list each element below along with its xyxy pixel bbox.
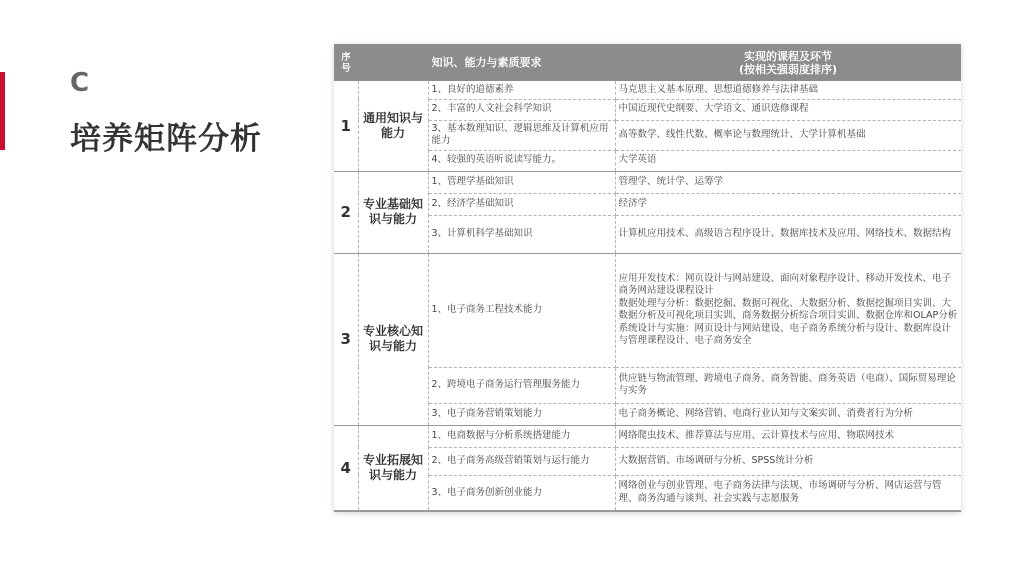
group-number: 1: [334, 81, 358, 171]
requirement-cell: 1、良好的道德素养: [428, 81, 615, 99]
course-cell: 计算机应用技术、高级语言程序设计、数据库技术及应用、网络技术、数据结构: [615, 215, 961, 253]
requirement-cell: 3、电子商务营销策划能力: [428, 403, 615, 425]
group-category: 专业核心知识与能力: [358, 253, 428, 425]
course-cell: 大学英语: [615, 150, 961, 171]
group-category: 专业拓展知识与能力: [358, 425, 428, 511]
table-row: [334, 403, 961, 425]
table-header-row: [334, 44, 961, 81]
requirement-cell: 1、管理学基础知识: [428, 171, 615, 193]
requirement-cell: 2、经济学基础知识: [428, 193, 615, 215]
requirement-cell: 3、电子商务创新创业能力: [428, 475, 615, 511]
requirement-cell: 2、丰富的人文社会科学知识: [428, 99, 615, 120]
requirement-cell: 2、跨境电子商务运行管理服务能力: [428, 367, 615, 403]
table-row: [334, 193, 961, 215]
table-row: [334, 99, 961, 120]
course-cell: 电子商务概论、网络营销、电商行业认知与文案实训、消费者行为分析: [615, 403, 961, 425]
table-body: [334, 81, 961, 511]
section-letter: C: [70, 68, 90, 98]
table-row: [334, 367, 961, 403]
training-matrix-table: [334, 44, 961, 512]
course-cell: 管理学、统计学、运筹学: [615, 171, 961, 193]
course-cell: 中国近现代史纲要、大学语文、通识选修课程: [615, 99, 961, 120]
group-number: 4: [334, 425, 358, 511]
header-requirement: 知识、能力与素质要求: [358, 44, 615, 81]
course-cell: 应用开发技术：网页设计与网站建设、面向对象程序设计、移动开发技术、电子商务网站建设课程设计 数据处理与分析：数据挖掘、数据可视化、大数据分析、数据挖掘项目实训、大数据分析及可视化项目实训、商务数据分析综合项目实训、数据仓库和OLAP分析 系统设计与实施：网页设计与网站建设、电子商务系统分析与设计、数据库设计与管理课程设计、电子商务安全: [615, 253, 961, 367]
group-number: 2: [334, 171, 358, 253]
requirement-cell: 3、基本数理知识、逻辑思维及计算机应用能力: [428, 120, 615, 150]
table-row: [334, 215, 961, 253]
table-row: [334, 425, 961, 447]
group-number: 3: [334, 253, 358, 425]
training-matrix-table-container: [334, 44, 961, 512]
course-cell: 马克思主义基本原理、思想道德修养与法律基础: [615, 81, 961, 99]
table-row: [334, 475, 961, 511]
table-row: [334, 81, 961, 99]
course-cell: 高等数学、线性代数、概率论与数理统计、大学计算机基础: [615, 120, 961, 150]
requirement-cell: 4、较强的英语听说读写能力。: [428, 150, 615, 171]
table-row: [334, 171, 961, 193]
accent-bar: [0, 72, 5, 150]
table-row: [334, 150, 961, 171]
course-cell: 大数据营销、市场调研与分析、SPSS统计分析: [615, 447, 961, 475]
page-title: 培养矩阵分析: [70, 121, 262, 157]
course-cell: 供应链与物流管理、跨境电子商务、商务智能、商务英语（电商）、国际贸易理论与实务: [615, 367, 961, 403]
header-seq: 序 号: [334, 44, 358, 81]
table-row: [334, 120, 961, 150]
course-cell: 经济学: [615, 193, 961, 215]
course-cell: 网络爬虫技术、推荐算法与应用、云计算技术与应用、物联网技术: [615, 425, 961, 447]
table-row: [334, 253, 961, 367]
group-category: 专业基础知识与能力: [358, 171, 428, 253]
requirement-cell: 3、计算机科学基础知识: [428, 215, 615, 253]
table-row: [334, 447, 961, 475]
course-cell: 网络创业与创业管理、电子商务法律与法规、市场调研与分析、网店运营与管理、商务沟通与谈判、社会实践与志愿服务: [615, 475, 961, 511]
requirement-cell: 1、电子商务工程技术能力: [428, 253, 615, 367]
group-category: 通用知识与能力: [358, 81, 428, 171]
requirement-cell: 2、电子商务高级营销策划与运行能力: [428, 447, 615, 475]
requirement-cell: 1、电商数据与分析系统搭建能力: [428, 425, 615, 447]
header-courses: 实现的课程及环节 (按相关强弱度排序): [615, 44, 961, 81]
